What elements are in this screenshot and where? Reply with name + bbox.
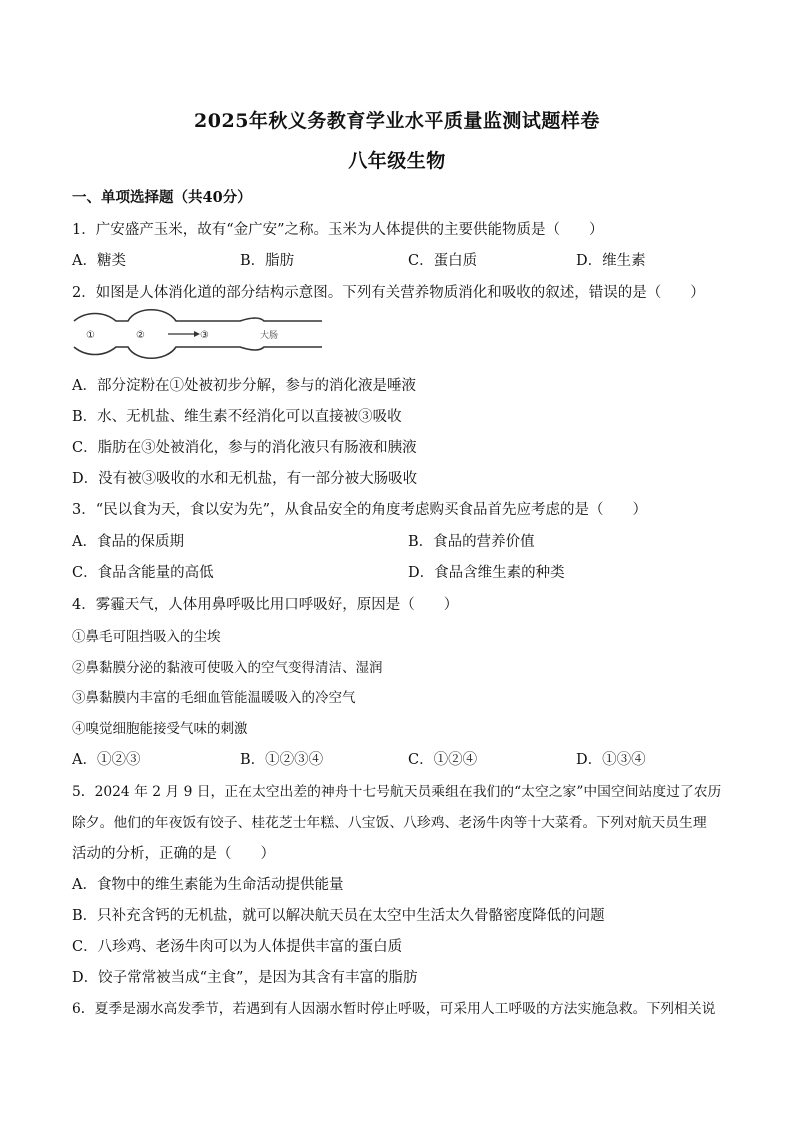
question-5-stem-line-2: 除夕。他们的年夜饭有饺子、桂花芝士年糕、八宝饭、八珍鸡、老汤牛肉等十大菜肴。下列对航天员生理 xyxy=(72,815,707,831)
question-5-stem-line-1: 5．2024 年 2 月 9 日，正在太空出差的神舟十七号航天员乘组在我们的“太空之家”中国空间站度过了农历 xyxy=(72,784,722,800)
question-4-option-a: A．①②③ xyxy=(72,752,141,768)
question-1-option-d: D．维生素 xyxy=(576,253,646,269)
question-1-option-b: B．脂肪 xyxy=(240,253,295,269)
question-5-option-a: A．食物中的维生素能为生命活动提供能量 xyxy=(72,877,344,893)
question-4-statement-1: ①鼻毛可阻挡吸入的尘埃 xyxy=(72,629,221,645)
question-4-option-b: B．①②③④ xyxy=(240,752,324,768)
digestive-tract-diagram xyxy=(72,306,322,362)
exam-subtitle: 八年级生物 xyxy=(348,150,446,172)
diagram-label-1: ① xyxy=(86,330,95,341)
exam-title: 2025年秋义务教育学业水平质量监测试题样卷 xyxy=(194,110,600,132)
question-2-option-c: C．脂肪在③处被消化，参与的消化液只有肠液和胰液 xyxy=(72,440,417,456)
diagram-label-2: ② xyxy=(136,330,145,341)
question-5-option-d: D．饺子常常被当成“主食”，是因为其含有丰富的脂肪 xyxy=(72,970,418,986)
section-heading: 一、单项选择题（共40分） xyxy=(72,189,252,206)
question-4-statement-4: ④嗅觉细胞能接受气味的刺激 xyxy=(72,721,248,737)
question-3-option-b: B．食品的营养价值 xyxy=(408,534,535,550)
diagram-label-large-intestine: 大肠 xyxy=(260,331,279,341)
question-5-option-c: C．八珍鸡、老汤牛肉可以为人体提供丰富的蛋白质 xyxy=(72,939,403,955)
question-3-option-d: D．食品含维生素的种类 xyxy=(408,565,565,581)
question-1-option-c: C．蛋白质 xyxy=(408,253,478,269)
question-5-stem-line-3: 活动的分析，正确的是（ ） xyxy=(72,846,275,862)
diagram-label-3: ③ xyxy=(200,330,209,341)
question-3-stem: 3．“民以食为天，食以安为先”，从食品安全的角度考虑购买食品首先应考虑的是（ ） xyxy=(72,502,648,518)
question-3-option-a: A．食品的保质期 xyxy=(72,534,184,550)
question-4-statement-2: ②鼻黏膜分泌的黏液可使吸入的空气变得清洁、湿润 xyxy=(72,660,383,676)
question-4-statement-3: ③鼻黏膜内丰富的毛细血管能温暖吸入的冷空气 xyxy=(72,690,356,706)
question-6-stem: 6．夏季是溺水高发季节，若遇到有人因溺水暂时停止呼吸，可采用人工呼吸的方法实施急救。下列相关说 xyxy=(72,1001,716,1017)
question-5-option-b: B．只补充含钙的无机盐，就可以解决航天员在太空中生活太久骨骼密度降低的问题 xyxy=(72,908,605,924)
question-4-stem: 4．雾霾天气，人体用鼻呼吸比用口呼吸好，原因是（ ） xyxy=(72,597,459,613)
question-1-stem: 1．广安盛产玉米，故有“金广安”之称。玉米为人体提供的主要供能物质是（ ） xyxy=(72,222,604,238)
question-1-option-a: A．糖类 xyxy=(72,253,126,269)
question-4-option-d: D．①③④ xyxy=(576,752,646,768)
question-2-option-a: A．部分淀粉在①处被初步分解，参与的消化液是唾液 xyxy=(72,378,416,394)
question-2-stem: 2．如图是人体消化道的部分结构示意图。下列有关营养物质消化和吸收的叙述，错误的是（ ） xyxy=(72,285,705,301)
question-2-option-b: B．水、无机盐、维生素不经消化可以直接被③吸收 xyxy=(72,409,402,425)
question-3-option-c: C．食品含能量的高低 xyxy=(72,565,214,581)
question-2-option-d: D．没有被③吸收的水和无机盐，有一部分被大肠吸收 xyxy=(72,471,418,487)
question-4-option-c: C．①②④ xyxy=(408,752,478,768)
